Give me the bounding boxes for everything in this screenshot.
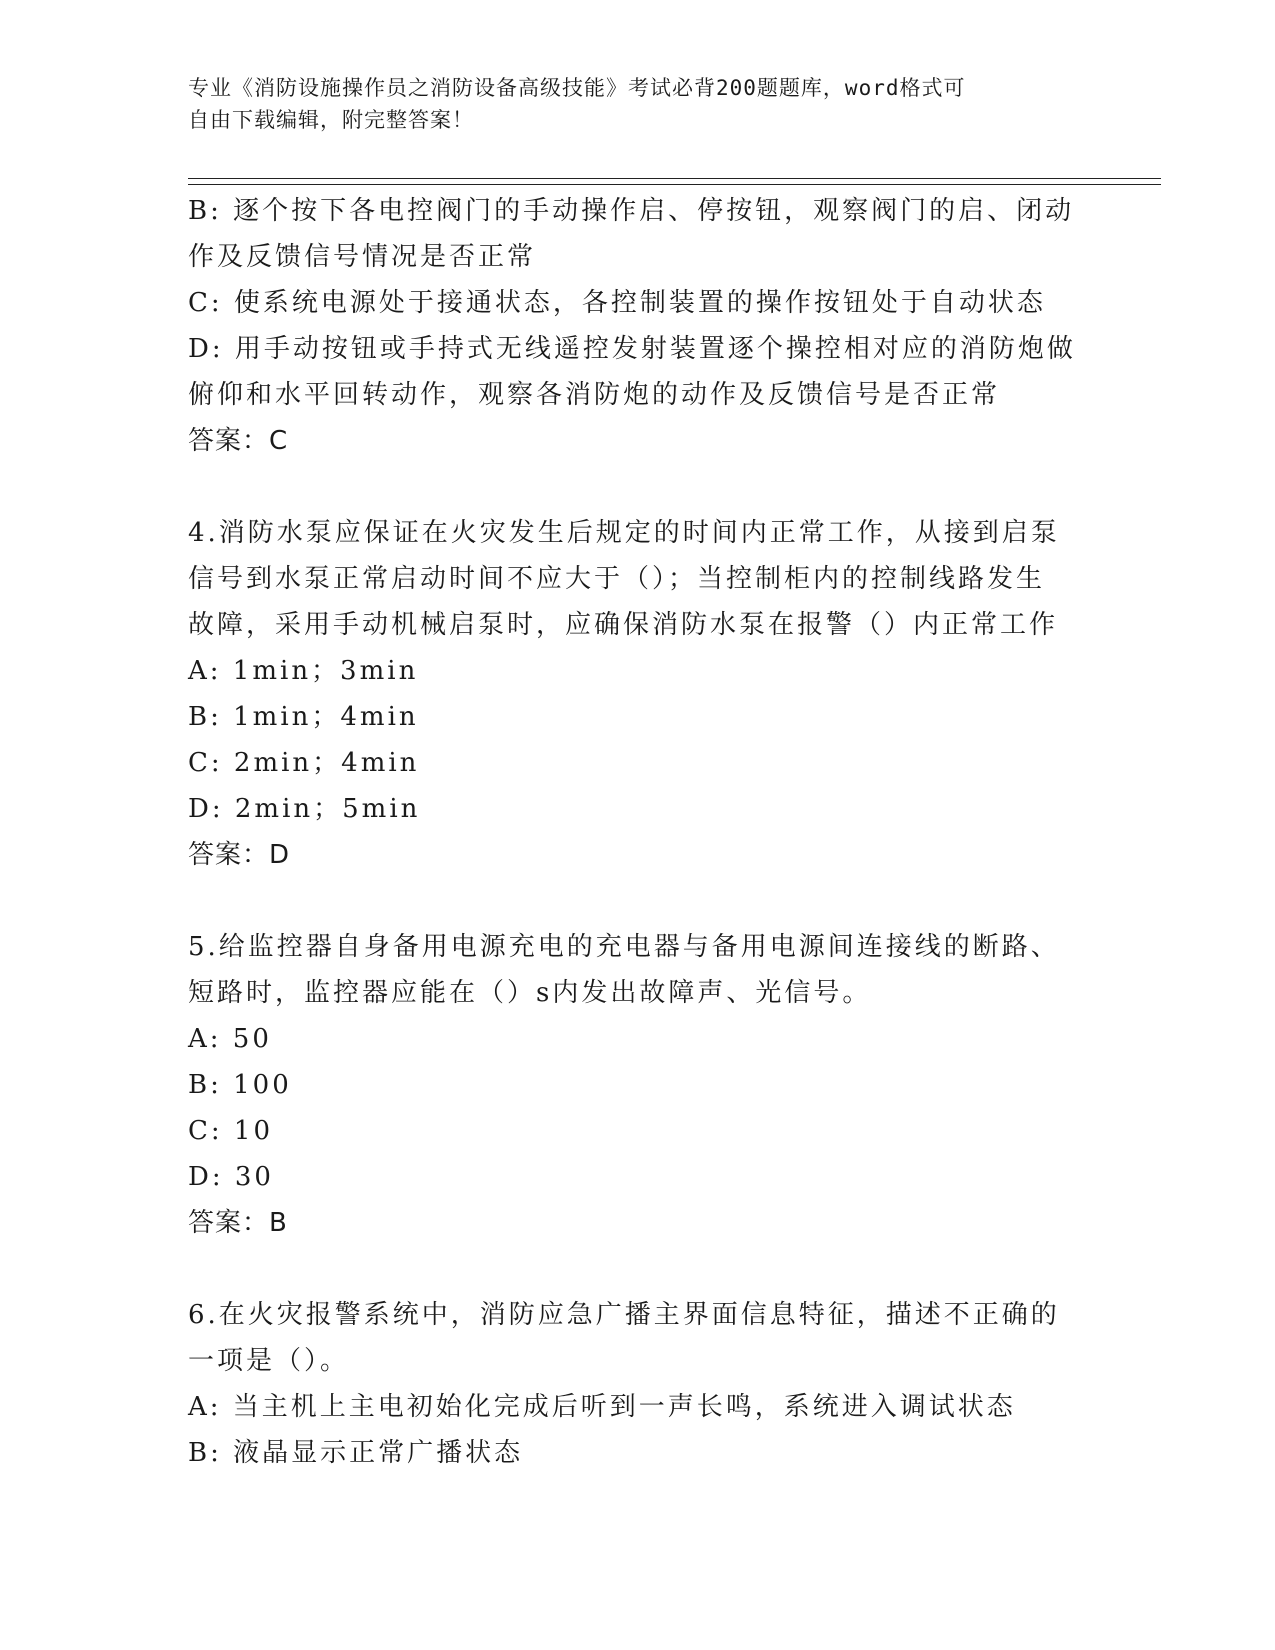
question-5 — [188, 924, 1088, 1246]
question-stem-continued: 短路时，监控器应能在（）s内发出故障声、光信号。 — [188, 978, 872, 1008]
answer: 答案：B — [188, 1208, 288, 1238]
answer: 答案：D — [188, 840, 291, 870]
document-body — [188, 188, 1088, 1476]
question-6 — [188, 1292, 1088, 1476]
option-d-continued: 俯仰和水平回转动作，观察各消防炮的动作及反馈信号是否正常 — [188, 380, 1001, 410]
option-b: B: 100 — [188, 1070, 292, 1100]
option-b: B: 逐个按下各电控阀门的手动操作启、停按钮，观察阀门的启、闭动 — [188, 196, 1075, 226]
option-b-continued: 作及反馈信号情况是否正常 — [188, 242, 537, 272]
document-header — [188, 72, 1088, 136]
header-rule-top — [188, 178, 1161, 179]
option-a: A: 50 — [188, 1024, 272, 1054]
option-d: D: 2min；5min — [188, 794, 421, 824]
question-4 — [188, 510, 1088, 878]
option-d: D: 用手动按钮或手持式无线遥控发射装置逐个操控相对应的消防炮做 — [188, 334, 1076, 364]
question-stem-continued: 故障，采用手动机械启泵时，应确保消防水泵在报警（）内正常工作 — [188, 610, 1059, 640]
option-c: C: 使系统电源处于接通状态，各控制装置的操作按钮处于自动状态 — [188, 288, 1046, 318]
question-stem: 4.消防水泵应保证在火灾发生后规定的时间内正常工作，从接到启泵 — [188, 518, 1060, 548]
question-stem: 5.给监控器自身备用电源充电的充电器与备用电源间连接线的断路、 — [188, 932, 1060, 962]
question-stem-continued: 信号到水泵正常启动时间不应大于（）；当控制柜内的控制线路发生 — [188, 564, 1046, 594]
option-a: A: 当主机上主电初始化完成后听到一声长鸣，系统进入调试状态 — [188, 1392, 1016, 1422]
question-3-tail — [188, 188, 1088, 464]
header-line-1: 专业《消防设施操作员之消防设备高级技能》考试必背200题题库，word格式可 — [188, 76, 966, 100]
option-a: A: 1min；3min — [188, 656, 419, 686]
header-rule-bottom — [188, 184, 1161, 185]
option-d: D: 30 — [188, 1162, 274, 1192]
option-b: B: 液晶显示正常广播状态 — [188, 1438, 524, 1468]
question-stem: 6.在火灾报警系统中，消防应急广播主界面信息特征，描述不正确的 — [188, 1300, 1060, 1330]
answer: 答案：C — [188, 426, 289, 456]
question-stem-continued: 一项是（）。 — [188, 1346, 350, 1376]
option-b: B: 1min；4min — [188, 702, 419, 732]
option-c: C: 2min；4min — [188, 748, 420, 778]
option-c: C: 10 — [188, 1116, 274, 1146]
header-line-2: 自由下载编辑，附完整答案！ — [188, 108, 474, 132]
